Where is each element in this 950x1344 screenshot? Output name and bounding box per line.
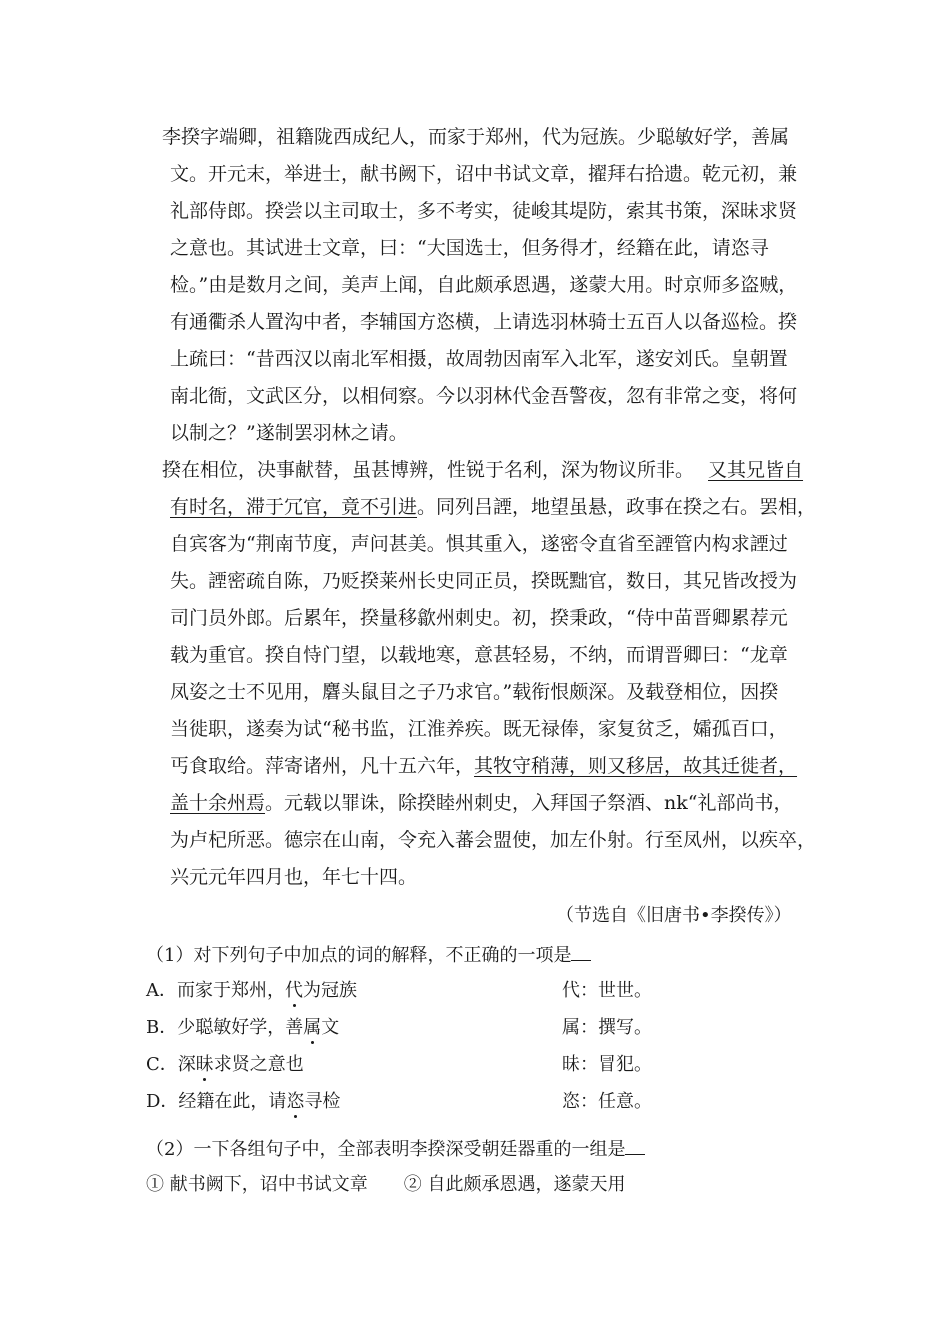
passage-line: 为卢杞所恶。德宗在山南，令充入蕃会盟使，加左仆射。行至凤州，以疾卒，	[170, 829, 817, 851]
passage-line	[170, 495, 816, 519]
passage-line: 有通衢杀人置沟中者，李辅国方恣横，上请选羽林骑士五百人以备巡检。揆	[170, 311, 798, 333]
passage-line: 当徙职，遂奏为试“秘书监，江淮养疾。既无禄俸，家复贫乏，孀孤百口，	[170, 718, 788, 740]
underlined-text: 其牧守稍薄，则又移居，故其迁徙者，	[474, 755, 798, 777]
plain-text: 。同列吕諲，地望虽悬，政事在揆之右。罢相，	[417, 496, 817, 518]
dotted-word: 代	[285, 980, 303, 1001]
option-c	[146, 1053, 652, 1077]
option-text: C．深	[146, 1054, 196, 1075]
passage-line: 以制之？”遂制罢羽林之请。	[170, 422, 408, 444]
option-text: B．少聪敏好学，善	[146, 1017, 304, 1038]
option-d	[146, 1090, 652, 1114]
passage-line	[170, 754, 797, 778]
underlined-text: 又其兄皆自	[708, 459, 804, 481]
underlined-text: 有时名，滞于冗官，竟不引进	[170, 496, 418, 518]
passage-line	[170, 791, 792, 815]
underlined-text: 盖十余州焉	[170, 792, 266, 814]
option-gloss: 恣：任意。	[562, 1091, 652, 1112]
passage-line: 司门员外郎。后累年，揆量移歙州刺史。初，揆秉政，“侍中苗晋卿累荐元	[170, 607, 788, 629]
dotted-word: 昧	[195, 1054, 214, 1075]
option-gloss: 属：撰写。	[562, 1017, 652, 1038]
passage-line: 兴元元年四月也，年七十四。	[170, 866, 418, 888]
passage-line: 文。开元末，举进士，献书阙下，诏中书试文章，擢拜右拾遗。乾元初，兼	[170, 163, 798, 185]
option-a	[146, 979, 652, 1003]
question-items: ① 献书阙下，诏中书试文章 ② 自此颇承恩遇，遂蒙天用	[146, 1174, 626, 1195]
question-stem	[146, 1136, 645, 1162]
plain-text: 。元载以罪诛，除揆睦州刺史，入拜国子祭酒、nk“礼部尚书，	[265, 792, 793, 814]
option-text: 求贤之意也	[213, 1054, 304, 1075]
passage-line: 之意也。其试进士文章，曰：“大国选士，但务得才，经籍在此，请恣寻	[170, 237, 769, 259]
option-text: D．经籍在此，请	[146, 1091, 287, 1112]
passage-line: 自宾客为“荆南节度，声问甚美。惧其重入，遂密令直省至諲管内构求諲过	[170, 533, 788, 555]
passage-line: 凤姿之士不见用，麏头鼠目之子乃求官。”载衔恨颇深。及载登相位，因揆	[170, 681, 779, 703]
passage-line: 礼部侍郎。揆尝以主司取士，多不考实，徒峻其堤防，索其书策，深昧求贤	[170, 200, 798, 222]
plain-text: 揆在相位，决事献替，虽甚博辨，性锐于名利，深为物议所非。	[162, 459, 695, 481]
answer-blank	[625, 1136, 645, 1155]
dotted-word: 恣	[286, 1091, 305, 1112]
plain-text: 丐食取给。萍寄诸州，凡十五六年，	[170, 755, 475, 777]
option-gloss: 代：世世。	[562, 980, 652, 1001]
option-gloss: 昧：冒犯。	[562, 1054, 652, 1075]
answer-blank	[571, 942, 591, 961]
passage-line: 载为重官。揆自恃门望，以载地寒，意甚轻易，不纳，而谓晋卿曰：“龙章	[170, 644, 788, 666]
passage-line: 南北衙，文武区分，以相伺察。今以羽林代金吾警夜，忽有非常之变，将何	[170, 385, 798, 407]
passage-line: 李揆字端卿，祖籍陇西成纪人，而家于郑州，代为冠族。少聪敏好学，善属	[162, 126, 790, 148]
source-citation: （节选自《旧唐书•李揆传》）	[556, 905, 792, 926]
passage-line: 上疏曰：“昔西汉以南北军相摄，故周勃因南军入北军，遂安刘氏。皇朝置	[170, 348, 788, 370]
question-stem	[146, 942, 591, 968]
option-text: 寻检	[304, 1091, 341, 1112]
option-text: 文	[321, 1017, 340, 1038]
dotted-word: 属	[303, 1017, 322, 1038]
passage-line: 失。諲密疏自陈，乃贬揆莱州长史同正员，揆既黜官，数日，其兄皆改授为	[170, 570, 798, 592]
option-text: A．而家于郑州，	[146, 980, 285, 1001]
passage-line: 检。”由是数月之间，美声上闻，自此颇承恩遇，遂蒙大用。时京师多盗贼，	[170, 274, 798, 296]
option-text: 为冠族	[303, 980, 357, 1001]
question-stem-text: （1）对下列句子中加点的词的解释，不正确的一项是	[146, 945, 572, 966]
question-stem-text: （2）一下各组句子中，全部表明李揆深受朝廷器重的一组是	[146, 1139, 626, 1160]
passage-line	[162, 458, 803, 482]
option-b	[146, 1016, 652, 1040]
